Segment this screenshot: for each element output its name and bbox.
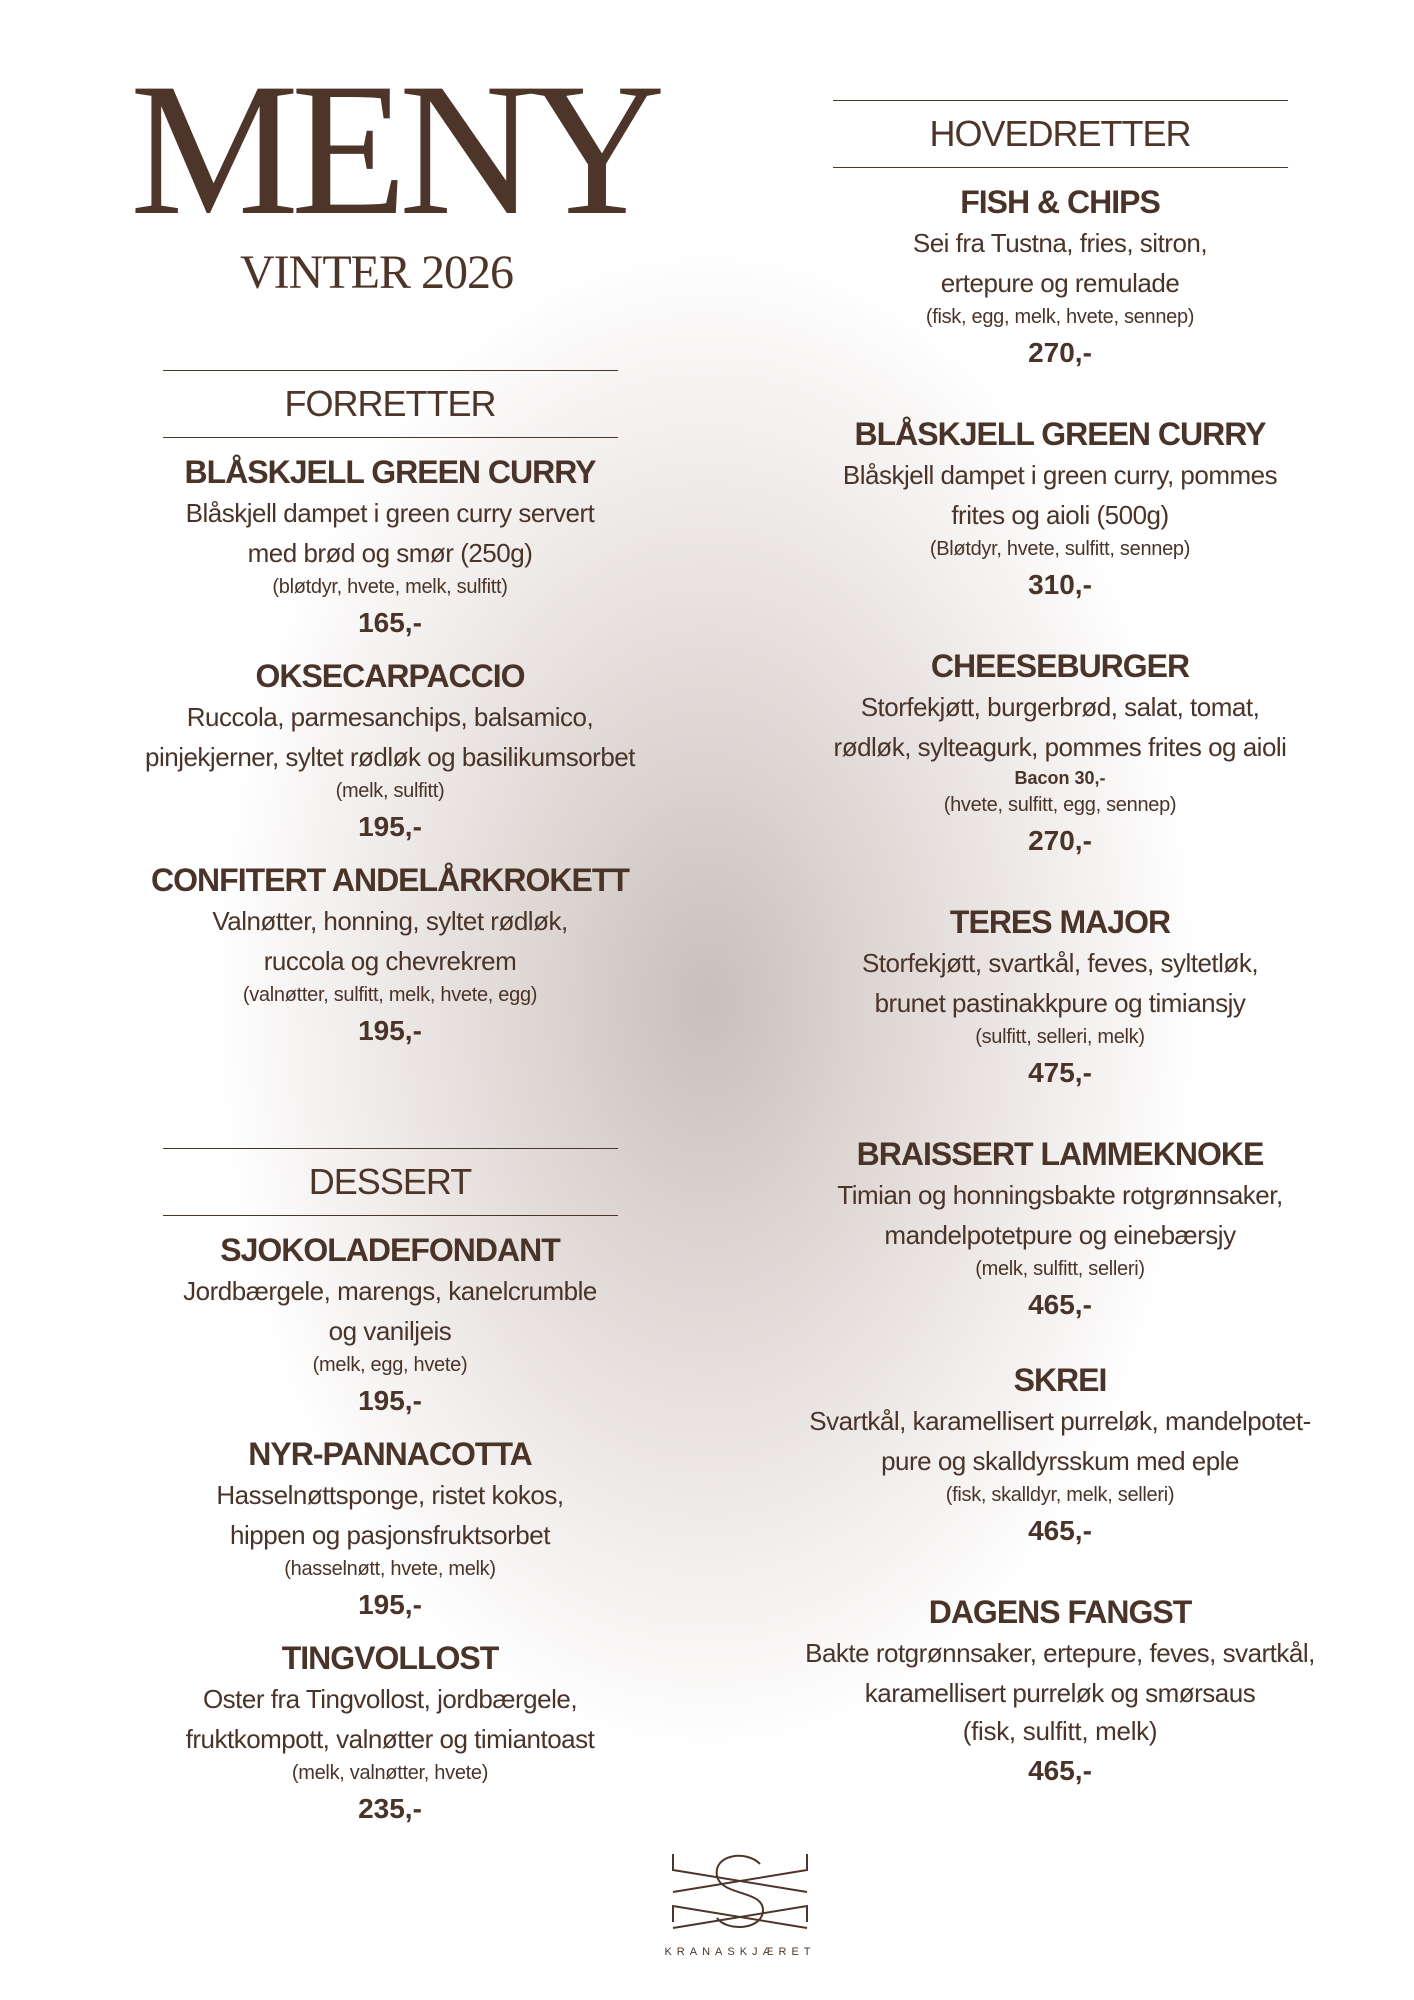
- dessert-section: [120, 1148, 660, 1830]
- item-name: SJOKOLADEFONDANT: [220, 1232, 560, 1268]
- item-extra: Bacon 30,-: [1014, 768, 1106, 788]
- hovedretter-section: [780, 100, 1340, 1792]
- item-description: Jordbærgele, marengs, kanelcrumble: [183, 1276, 597, 1306]
- item-description: frites og aioli (500g): [951, 500, 1169, 530]
- item-price: 195,-: [358, 1589, 422, 1620]
- item-description: pinjekjerner, syltet rødløk og basilikumsorbet: [145, 742, 635, 772]
- item-price: 235,-: [358, 1793, 422, 1824]
- item-name: TERES MAJOR: [949, 904, 1171, 940]
- menu-item: [780, 1134, 1340, 1326]
- forretter-heading: FORRETTER: [163, 370, 618, 438]
- item-name: CONFITERT ANDELÅRKROKETT: [151, 862, 629, 898]
- item-description: Storfekjøtt, svartkål, feves, syltetløk,: [861, 948, 1259, 978]
- item-description: rødløk, sylteagurk, pommes frites og aioli: [833, 732, 1287, 762]
- item-allergens: (fisk, egg, melk, hvete, sennep): [925, 306, 1195, 328]
- item-description: Storfekjøtt, burgerbrød, salat, tomat,: [860, 692, 1260, 722]
- item-description: ruccola og chevrekrem: [263, 946, 517, 976]
- item-description: mandelpotetpure og einebærsjy: [884, 1220, 1236, 1250]
- item-description: brunet pastinakkpure og timiansjy: [874, 988, 1246, 1018]
- item-price: 165,-: [358, 607, 422, 638]
- item-description: fruktkompott, valnøtter og timiantoast: [185, 1724, 595, 1754]
- item-name: FISH & CHIPS: [960, 184, 1160, 220]
- item-description: og vaniljeis: [328, 1316, 452, 1346]
- menu-subtitle: VINTER 2026: [240, 246, 513, 299]
- menu-item: [780, 1592, 1340, 1792]
- restaurant-logo: [660, 1850, 820, 1958]
- item-name: SKREI: [1013, 1362, 1107, 1398]
- item-name: OKSECARPACCIO: [255, 658, 525, 694]
- menu-title: MENY: [130, 45, 658, 255]
- menu-item: [120, 452, 660, 644]
- logo-text: KRANASKJÆRET: [664, 1946, 816, 1958]
- menu-item: [120, 656, 660, 848]
- menu-item: [120, 860, 660, 1052]
- item-description: Oster fra Tingvollost, jordbærgele,: [202, 1684, 578, 1714]
- logo-mark-icon: [665, 1850, 815, 1932]
- item-name: DAGENS FANGST: [928, 1594, 1192, 1630]
- menu-item: [780, 182, 1340, 374]
- item-description: ertepure og remulade: [940, 268, 1180, 298]
- item-description: karamellisert purreløk og smørsaus: [864, 1678, 1256, 1708]
- item-price: 475,-: [1028, 1057, 1092, 1088]
- item-description: pure og skalldyrsskum med eple: [881, 1446, 1239, 1476]
- item-description: hippen og pasjonsfruktsorbet: [230, 1520, 550, 1550]
- item-price: 270,-: [1028, 825, 1092, 856]
- menu-item: [780, 646, 1340, 862]
- item-name: BLÅSKJELL GREEN CURRY: [184, 454, 596, 490]
- menu-item: [780, 414, 1340, 606]
- item-price: 195,-: [358, 1015, 422, 1046]
- item-name: BLÅSKJELL GREEN CURRY: [854, 416, 1266, 452]
- item-allergens: (melk, egg, hvete): [312, 1354, 468, 1376]
- menu-item: [120, 1638, 660, 1830]
- item-price: 195,-: [358, 1385, 422, 1416]
- item-allergens: (melk, sulfitt, selleri): [975, 1258, 1145, 1280]
- forretter-section: [120, 370, 660, 1052]
- item-description: Ruccola, parmesanchips, balsamico,: [186, 702, 594, 732]
- item-name: TINGVOLLOST: [281, 1640, 499, 1676]
- item-allergens: (hasselnøtt, hvete, melk): [284, 1558, 496, 1580]
- item-description: Bakte rotgrønnsaker, ertepure, feves, svartkål,: [805, 1638, 1315, 1668]
- item-allergens: (Bløtdyr, hvete, sulfitt, sennep): [929, 538, 1191, 560]
- item-description: Blåskjell dampet i green curry servert: [185, 498, 595, 528]
- item-price: 465,-: [1028, 1515, 1092, 1546]
- item-description: Valnøtter, honning, syltet rødløk,: [212, 906, 568, 936]
- menu-item: [780, 902, 1340, 1094]
- item-price: 310,-: [1028, 569, 1092, 600]
- item-price: 195,-: [358, 811, 422, 842]
- item-allergens: (valnøtter, sulfitt, melk, hvete, egg): [242, 984, 538, 1006]
- item-description: med brød og smør (250g): [247, 538, 533, 568]
- item-description: Timian og honningsbakte rotgrønnsaker,: [837, 1180, 1283, 1210]
- item-allergens: (fisk, sulfitt, melk): [962, 1716, 1158, 1746]
- item-name: NYR-PANNACOTTA: [248, 1436, 532, 1472]
- item-allergens: (sulfitt, selleri, melk): [975, 1026, 1145, 1048]
- item-description: Blåskjell dampet i green curry, pommes: [842, 460, 1278, 490]
- item-description: Svartkål, karamellisert purreløk, mandelpotet-: [809, 1406, 1311, 1436]
- item-price: 270,-: [1028, 337, 1092, 368]
- menu-item: [120, 1230, 660, 1422]
- item-description: Hasselnøttsponge, ristet kokos,: [216, 1480, 564, 1510]
- dessert-heading: DESSERT: [163, 1148, 618, 1216]
- item-name: CHEESEBURGER: [930, 648, 1190, 684]
- item-allergens: (hvete, sulfitt, egg, sennep): [943, 794, 1177, 816]
- item-allergens: (melk, sulfitt): [335, 780, 445, 802]
- item-name: BRAISSERT LAMMEKNOKE: [856, 1136, 1264, 1172]
- item-price: 465,-: [1028, 1289, 1092, 1320]
- menu-item: [120, 1434, 660, 1626]
- item-allergens: (bløtdyr, hvete, melk, sulfitt): [272, 576, 508, 598]
- item-allergens: (fisk, skalldyr, melk, selleri): [945, 1484, 1175, 1506]
- item-price: 465,-: [1028, 1755, 1092, 1786]
- menu-item: [780, 1360, 1340, 1552]
- item-description: Sei fra Tustna, fries, sitron,: [912, 228, 1208, 258]
- hovedretter-heading: HOVEDRETTER: [833, 100, 1288, 168]
- item-allergens: (melk, valnøtter, hvete): [291, 1762, 489, 1784]
